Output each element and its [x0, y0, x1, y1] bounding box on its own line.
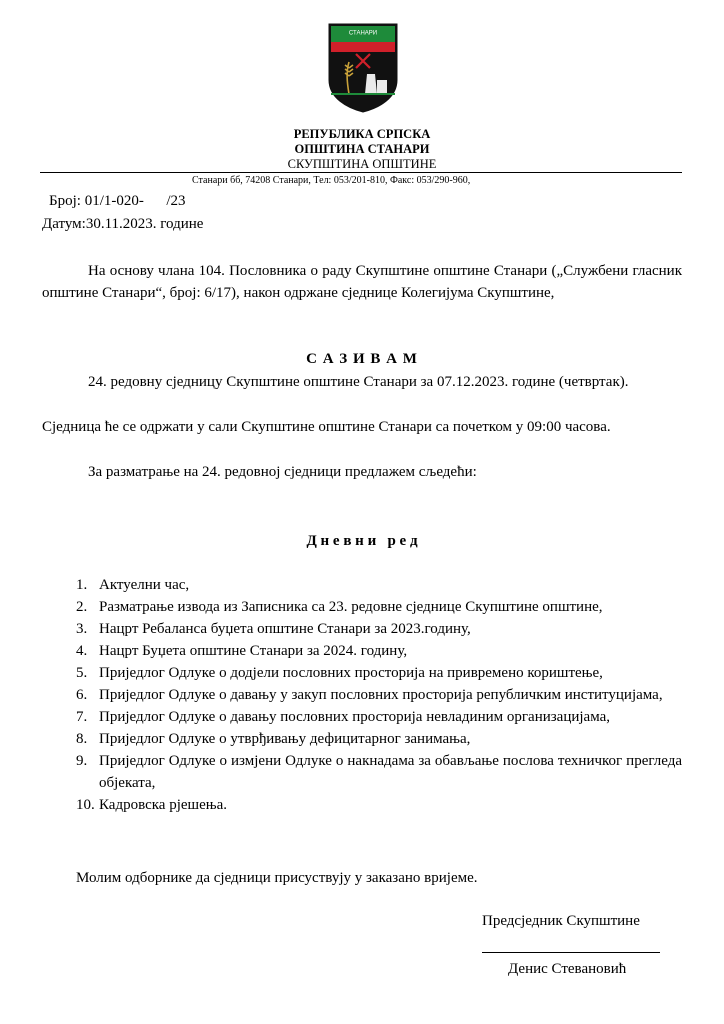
agenda-item-text: Разматрање извода из Записника са 23. редовне сједнице Скупштине општине, [99, 599, 603, 615]
summons-title: С А З И В А М [306, 351, 418, 367]
intro-paragraph: На основу члана 104. Пословника о раду Скупштине општине Станари („Службени гласник општине Станари“, број: 6/17), након одржане сједнице Колегијума Скупштине, [42, 263, 682, 301]
document-date: Датум:30.11.2023. године [42, 216, 204, 232]
agenda-item-text: Приједлог Одлуке о давању пословних просторија невладиним организацијама, [99, 709, 611, 725]
agenda-item-text: Приједлог Одлуке о измјени Одлуке о накнадама за обављање послова техничког прегледа објеката, [99, 753, 682, 791]
summons-time-line: Сједница ће се одржати у сали Скупштине општине Станари са почетком у 09:00 часова. [42, 419, 611, 435]
agenda-item-number: 2. [76, 599, 88, 615]
crest-banner-text: СТАНАРИ [348, 30, 378, 37]
agenda-item-text: Приједлог Одлуке о давању у закуп пословних просторија републичким институцијама, [99, 687, 663, 703]
agenda-item-text: Приједлог Одлуке о утврђивању дефицитарног занимања, [99, 731, 471, 747]
agenda-item [76, 750, 682, 794]
header-address: Станари бб, 74208 Станари, Тел: 053/201-810, Факс: 053/290-960, [192, 175, 471, 186]
agenda-item-number: 4. [76, 643, 88, 659]
header-divider [40, 172, 682, 173]
agenda-item-text: Актуелни час, [99, 577, 190, 593]
agenda-item-number: 5. [76, 665, 88, 681]
summons-proposal-line: За разматрање на 24. редовној сједници предлажем сљедећи: [88, 464, 477, 480]
closing-text: Молим одборнике да сједници присуствују у заказано вријеме. [76, 870, 478, 886]
agenda-item-number: 9. [76, 753, 88, 769]
agenda-item [76, 596, 682, 618]
agenda-list [76, 574, 682, 816]
agenda-item [76, 706, 682, 728]
agenda-item-number: 1. [76, 577, 88, 593]
agenda-item-text: Нацрт Ребаланса буџета општине Станари за 2023.годину, [99, 621, 471, 637]
signature-title: Предсједник Скупштине [482, 913, 640, 929]
agenda-item-number: 3. [76, 621, 88, 637]
agenda-item [76, 662, 682, 684]
signature-line [482, 952, 660, 953]
agenda-item [76, 684, 682, 706]
signature-name: Денис Стевановић [508, 961, 627, 977]
header-republic: РЕПУБЛИКА СРПСКА [293, 127, 431, 141]
header-assembly: СКУПШТИНА ОПШТИНЕ [287, 157, 437, 171]
agenda-title: Д н е в н и р е д [306, 533, 418, 549]
document-number: Број: 01/1-020- /23 [49, 193, 186, 209]
header-municipality: ОПШТИНА СТАНАРИ [294, 142, 430, 156]
agenda-item-text: Нацрт Буџета општине Станари за 2024. годину, [99, 643, 408, 659]
agenda-item-number: 6. [76, 687, 88, 703]
municipality-coat-of-arms [327, 22, 399, 114]
agenda-item-number: 8. [76, 731, 88, 747]
agenda-item-text: Приједлог Одлуке о додјели пословних просторија на привремено кориштење, [99, 665, 603, 681]
agenda-item [76, 640, 682, 662]
agenda-item [76, 574, 682, 596]
agenda-item [76, 618, 682, 640]
agenda-item [76, 794, 682, 816]
agenda-item-number: 7. [76, 709, 88, 725]
agenda-item-number: 10. [76, 797, 95, 813]
agenda-item [76, 728, 682, 750]
summons-session-line: 24. редовну сједницу Скупштине општине Станари за 07.12.2023. године (четвртак). [88, 374, 629, 390]
agenda-item-text: Кадровска рјешења. [99, 797, 228, 813]
